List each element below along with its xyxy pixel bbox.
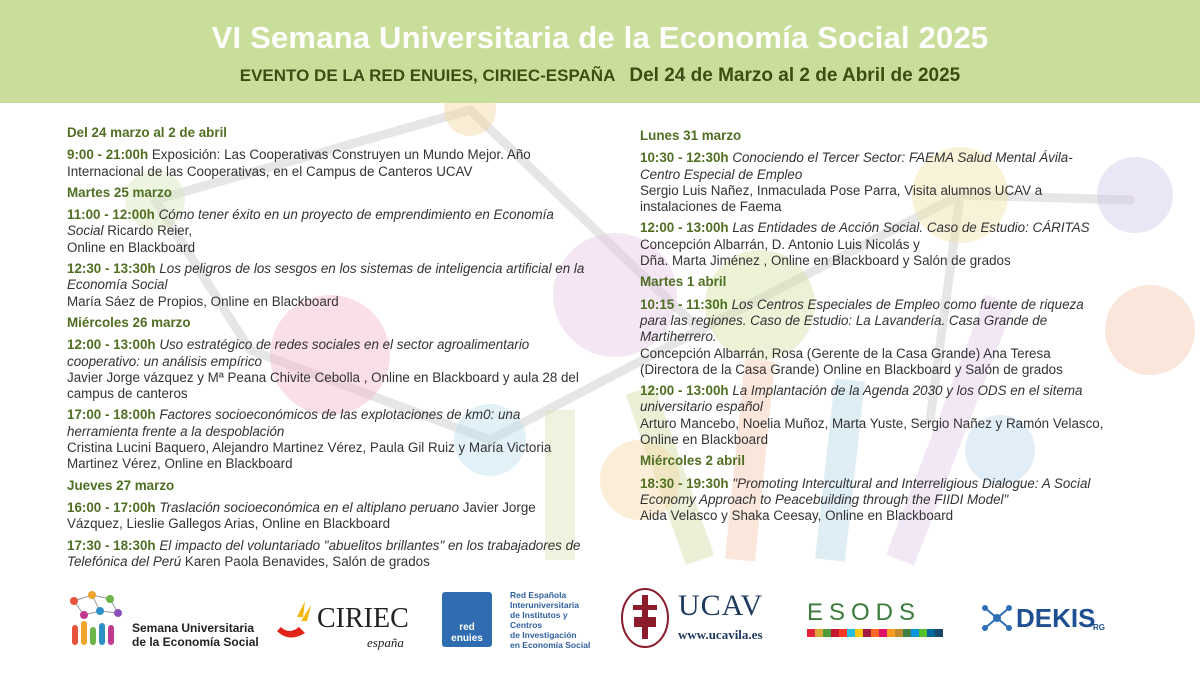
esods-logo[interactable] [807,599,952,644]
day-heading: Miércoles 26 marzo [67,314,191,330]
event-time: 12:00 - 13:00h [67,337,156,353]
event-speakers: Aida Velasco y Shaka Ceesay, Online en Blackboard [640,508,954,524]
event-item [67,500,587,533]
event-title: Los peligros de los sesgos en los sistemas de inteligencia artificial en la Economía Social [67,261,585,293]
enuies-line: de Institutos y Centros [510,610,568,630]
enuies-logo-text: red enuies [451,622,483,644]
day-heading: Miércoles 2 abril [640,453,745,469]
event-network-label: EVENTO DE LA RED ENUIES, CIRIEC-ESPAÑA [239,66,616,85]
dekis-molecule-icon [980,601,1014,635]
header-subtitle [0,65,1200,87]
event-time: 11:00 - 12:00h [67,207,155,223]
day-heading: Martes 1 abril [640,274,727,290]
sdg-color-strip-icon [807,629,947,637]
event-speakers: (Directora de la Casa Grande) Online en Blackboard y Salón de grados [640,361,1063,377]
enuies-line: de Investigación [510,630,577,640]
event-title: El impacto del voluntariado "abuelitos brillantes" en los trabajadores de Telefónica del Perú [67,537,581,569]
enuies-line: Interuniversitaria [510,600,579,610]
event-speakers: Sergio Luis Nañez, Inmaculada Pose Parra, Visita alumnos UCAV a instalaciones de Faema [640,182,1043,215]
dekis-suffix: RG [1093,623,1105,632]
ucav-logo[interactable] [620,585,780,660]
event-speakers: Concepción Albarrán, Rosa (Gerente de la Casa Grande) Ana Teresa [640,345,1051,361]
event-item [67,538,587,571]
event-item [67,207,587,256]
event-title: Factores socioeconómicos de las explotaciones de km0: una herramienta frente a la despoblación [67,407,521,439]
event-title: Uso estratégico de redes sociales en el sector agroalimentario cooperativo: un análisis empírico [67,337,530,369]
page-title: VI Semana Universitaria de la Economía Social 2025 [211,20,989,55]
event-title: Los Centros Especiales de Empleo como fuente de riqueza para las regiones. Caso de Estudio: La Lavandería. Casa Grande de Martiherrero. [640,296,1084,345]
day-heading: Del 24 marzo al 2 de abril [67,125,228,140]
event-speakers: Arturo Mancebo, Noelia Muñoz, Marta Yuste, Sergio Nañez y Ramón Velasco, Online en Blackboard [640,415,1104,448]
ucav-seal-icon [620,587,670,649]
ucav-name: UCAV [678,589,764,622]
event-location: Online en Blackboard [67,239,196,255]
event-item [640,150,1110,215]
event-time: 17:30 - 18:30h [67,537,156,553]
enuies-square-icon [442,592,492,647]
event-time: 10:15 - 11:30h [640,296,728,312]
event-title: La Implantación de la Agenda 2030 y los ODS en el sitema universitario español [640,383,1083,415]
sponsor-logos [0,585,1200,675]
day-heading: Martes 25 marzo [67,184,172,200]
network-people-icon [66,587,128,649]
event-time: 18:30 - 19:30h [640,475,729,491]
event-time: 17:00 - 18:00h [67,407,156,423]
event-speakers: María Sáez de Propios, Online en Blackboard [67,293,339,309]
enuies-line: Red Española [510,590,567,600]
schedule-left-column [67,125,587,575]
event-item [67,337,587,402]
event-speakers: Concepción Albarrán, D. Antonio Luis Nicolás y [640,236,920,252]
header-banner [0,0,1200,103]
schedule-right-column [640,128,1110,530]
event-title: Las Entidades de Acción Social. Caso de Estudio: CÁRITAS [732,220,1090,236]
red-enuies-logo[interactable] [442,590,602,658]
dekis-name: DEKIS [1016,603,1096,633]
dekis-logo[interactable] [980,601,1110,641]
event-item [67,261,587,310]
event-speakers: Javier Jorge vázquez y Mª Peana Chivite Cebolla , Online en Blackboard y aula 28 del campus de canteros [67,369,579,402]
enuies-description [510,590,602,650]
event-time: 12:00 - 13:00h [640,220,729,236]
event-speakers: Karen Paola Benavides, Salón de grados [184,553,430,569]
event-item [67,147,587,180]
event-speakers: Dña. Marta Jiménez , Online en Blackboard y Salón de grados [640,253,1011,269]
event-time: 16:00 - 17:00h [67,499,156,515]
ucav-url[interactable]: www.ucavila.es [678,627,763,642]
semana-logo-line2: de la Economía Social [132,635,259,649]
event-dates: Del 24 de Marzo al 2 de Abril de 2025 [629,65,961,86]
event-time: 12:30 - 13:30h [67,261,156,277]
event-speakers: Cristina Lucini Baquero, Alejandro Martinez Vérez, Paula Gil Ruiz y María Victoria Martinez Vérez, Online en Blackboard [67,440,552,472]
semana-universitaria-logo[interactable] [66,585,266,655]
day-heading: Jueves 27 marzo [67,477,175,493]
ciriec-subtitle: españa [367,635,404,650]
event-time: 9:00 - 21:00h [67,147,149,163]
enuies-line: en Economía Social [510,640,591,650]
ciriec-name: CIRIEC [317,603,409,634]
event-title: Conociendo el Tercer Sector: FAEMA Salud Mental Ávila-Centro Especial de Empleo [640,150,1073,182]
event-time: 12:00 - 13:00h [640,383,729,399]
event-speakers: Ricardo Reier, [107,223,193,239]
event-speakers: Javier Jorge Vázquez, Lieslie Gallegos Arias, Online en Blackboard [67,499,536,532]
ciriec-logo[interactable] [275,595,420,655]
event-title: Cómo tener éxito en un proyecto de emprendimiento en Economía Social [67,207,554,239]
event-item [640,297,1110,378]
event-item [640,476,1110,525]
event-prefix: Exposición: [151,147,225,163]
event-title: Traslación socioeconómica en el altiplano peruano [159,499,460,515]
event-time: 10:30 - 12:30h [640,150,729,166]
event-title: Las Cooperativas Construyen un Mundo Mejor. Año Internacional de las Cooperativas, en el Campus de Canteros UCAV [67,147,531,179]
event-title: "Promoting Intercultural and Interreligious Dialogue: A Social Economy Approach to Peacebuilding through the FIIDI Model" [640,475,1091,507]
event-item [640,220,1110,269]
event-item [67,407,587,472]
semana-logo-line1: Semana Universitaria [132,621,255,635]
day-heading: Lunes 31 marzo [640,128,742,143]
esods-name: ESODS [807,599,922,626]
event-item [640,383,1110,448]
